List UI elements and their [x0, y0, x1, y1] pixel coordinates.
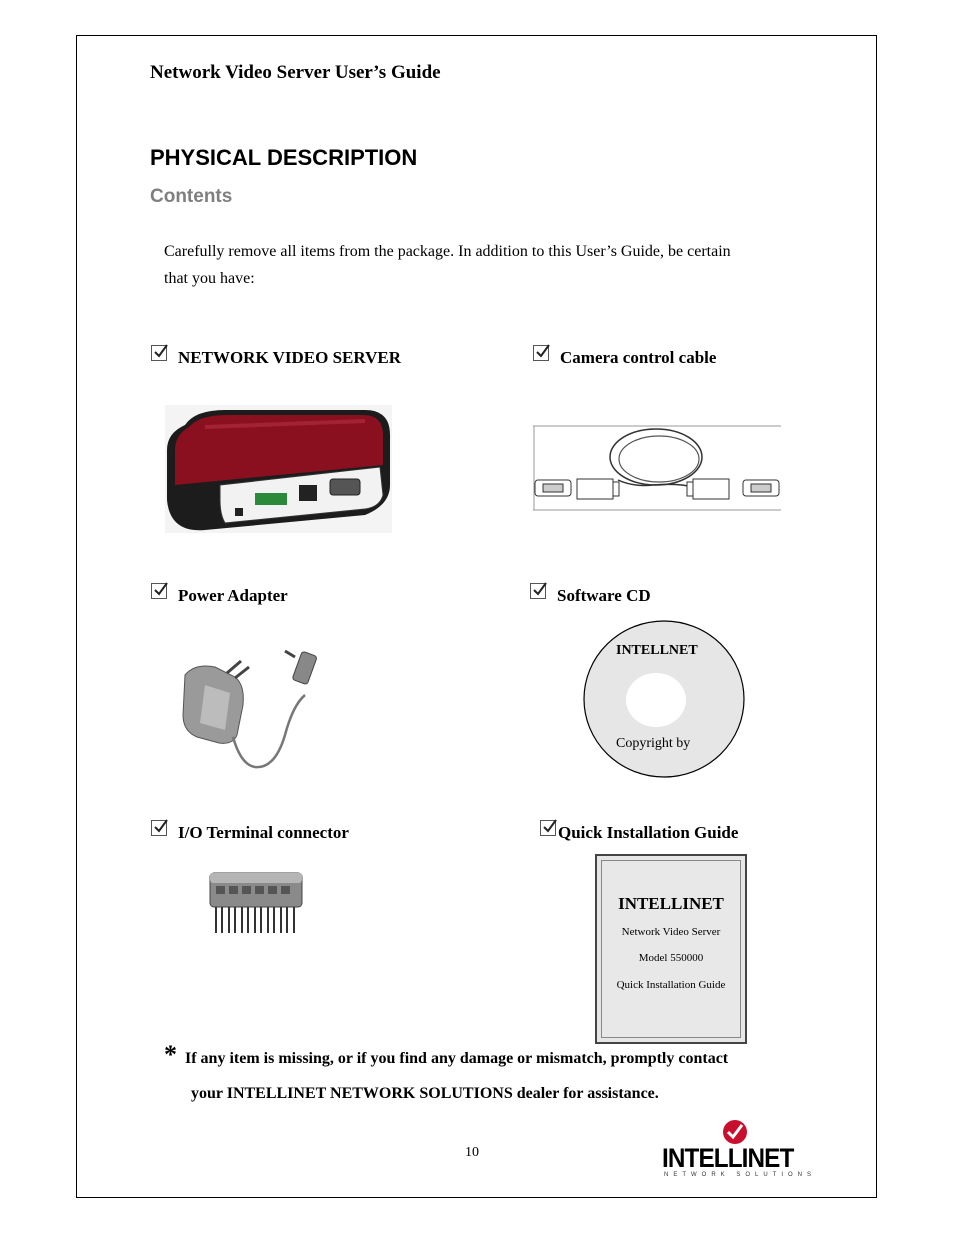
- checkbox-icon: [533, 345, 549, 361]
- booklet-inner-border: [601, 860, 741, 1038]
- booklet-line-1: Network Video Server: [621, 926, 721, 938]
- checkbox-icon: [530, 583, 546, 599]
- section-title: PHYSICAL DESCRIPTION: [150, 145, 418, 170]
- intellinet-checkmark-logo-icon: [718, 1118, 750, 1146]
- page-number: 10: [465, 1145, 479, 1160]
- item-label-power-adapter: Power Adapter: [178, 586, 288, 605]
- page-frame: [76, 35, 877, 1198]
- booklet-brand: INTELLINET: [618, 894, 724, 913]
- cd-copyright-text: Copyright by: [616, 736, 691, 751]
- io-terminal-connector-image: [208, 870, 304, 936]
- intro-line-1: Carefully remove all items from the package. In addition to this User’s Guide, be certain: [164, 243, 731, 260]
- camera-control-cable-image: [533, 425, 781, 511]
- checkbox-icon: [151, 820, 167, 836]
- intellinet-logo-tagline: NETWORK SOLUTIONS: [664, 1172, 817, 1178]
- item-label-quick-installation-guide: Quick Installation Guide: [558, 823, 739, 842]
- checkbox-icon: [540, 820, 556, 836]
- subsection-title: Contents: [150, 186, 233, 207]
- booklet-line-2: Model 550000: [638, 952, 704, 964]
- checkbox-icon: [151, 345, 167, 361]
- intro-paragraph: [164, 238, 804, 292]
- cd-brand-text: INTELLNET: [616, 643, 698, 658]
- item-label-camera-control-cable: Camera control cable: [560, 348, 717, 367]
- power-adapter-image: [175, 645, 335, 775]
- footnote-asterisk: *: [164, 1040, 177, 1069]
- footnote-line-2: your INTELLINET NETWORK SOLUTIONS dealer for assistance.: [191, 1085, 659, 1102]
- network-video-server-image: [165, 405, 392, 533]
- intro-line-2: that you have:: [164, 270, 255, 287]
- quick-installation-guide-booklet: [595, 854, 747, 1044]
- item-label-network-video-server: NETWORK VIDEO SERVER: [178, 348, 401, 367]
- intellinet-logo-wordmark: INTELLINET: [662, 1143, 794, 1173]
- checkbox-icon: [151, 583, 167, 599]
- item-label-software-cd: Software CD: [557, 586, 651, 605]
- running-header: Network Video Server User’s Guide: [150, 62, 441, 83]
- item-label-io-terminal-connector: I/O Terminal connector: [178, 823, 349, 842]
- footnote-line-1: If any item is missing, or if you find any damage or mismatch, promptly contact: [185, 1050, 729, 1067]
- booklet-line-3: Quick Installation Guide: [616, 979, 726, 991]
